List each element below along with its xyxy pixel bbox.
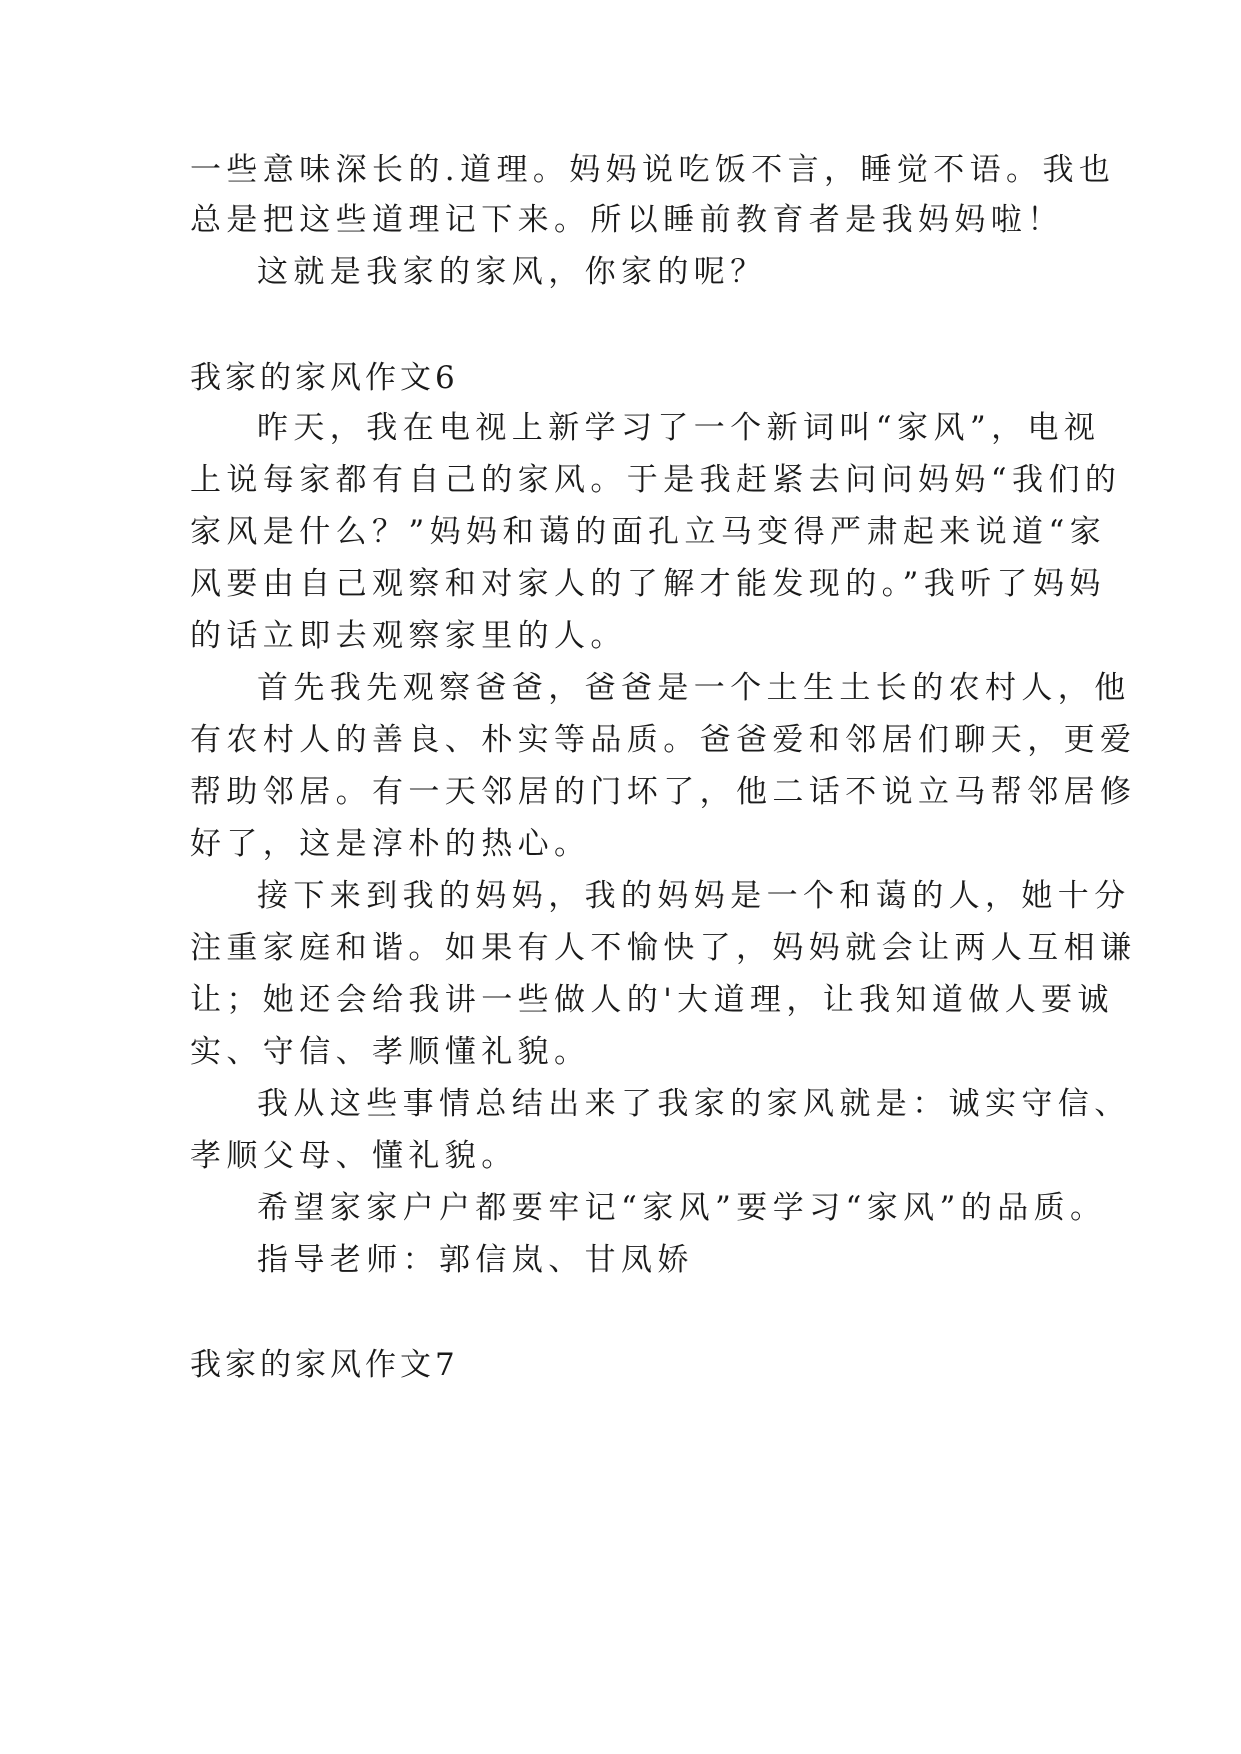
essay-6-teacher-credit: 指导老师：郭信岚、甘凤娇 <box>257 1242 694 1278</box>
essay-6-p4-line-2: 孝顺父母、懂礼貌。 <box>190 1138 518 1174</box>
essay-6-p3-line-1: 接下来到我的妈妈，我的妈妈是一个和蔼的人，她十分 <box>257 878 1131 914</box>
essay-6-p1-line-4: 风要由自己观察和对家人的了解才能发现的。”我听了妈妈 <box>190 566 1106 602</box>
essay-6-p1-line-1: 昨天，我在电视上新学习了一个新词叫“家风”，电视 <box>257 410 1101 446</box>
essay-6-p1-line-5: 的话立即去观察家里的人。 <box>190 618 627 654</box>
essay-6-p5-line-1: 希望家家户户都要牢记“家风”要学习“家风”的品质。 <box>257 1190 1107 1226</box>
essay-6-p3-line-2: 注重家庭和谐。如果有人不愉快了，妈妈就会让两人互相谦 <box>190 930 1137 966</box>
essay-6-p2-line-4: 好了，这是淳朴的热心。 <box>190 826 591 862</box>
essay-6-p3-line-3: 让；她还会给我讲一些做人的'大道理，让我知道做人要诚 <box>190 982 1114 1018</box>
essay-6-p2-line-3: 帮助邻居。有一天邻居的门坏了，他二话不说立马帮邻居修 <box>190 774 1137 810</box>
essay-6-p2-line-1: 首先我先观察爸爸，爸爸是一个土生土长的农村人，他 <box>257 670 1131 706</box>
essay-6-p3-line-4: 实、守信、孝顺懂礼貌。 <box>190 1034 591 1070</box>
intro-closing: 这就是我家的家风，你家的呢？ <box>257 254 767 290</box>
essay-6-p2-line-2: 有农村人的善良、朴实等品质。爸爸爱和邻居们聊天，更爱 <box>190 722 1137 758</box>
essay-6-title: 我家的家风作文6 <box>190 360 459 396</box>
intro-line-1: 一些意味深长的.道理。妈妈说吃饭不言，睡觉不语。我也 <box>190 152 1116 188</box>
essay-7-title: 我家的家风作文7 <box>190 1347 459 1383</box>
intro-line-2: 总是把这些道理记下来。所以睡前教育者是我妈妈啦！ <box>190 202 1064 238</box>
essay-6-p1-line-3: 家风是什么？”妈妈和蔼的面孔立马变得严肃起来说道“家 <box>190 514 1107 550</box>
essay-6-p1-line-2: 上说每家都有自己的家风。于是我赶紧去问问妈妈“我们的 <box>190 462 1122 498</box>
essay-6-p4-line-1: 我从这些事情总结出来了我家的家风就是：诚实守信、 <box>257 1086 1131 1122</box>
